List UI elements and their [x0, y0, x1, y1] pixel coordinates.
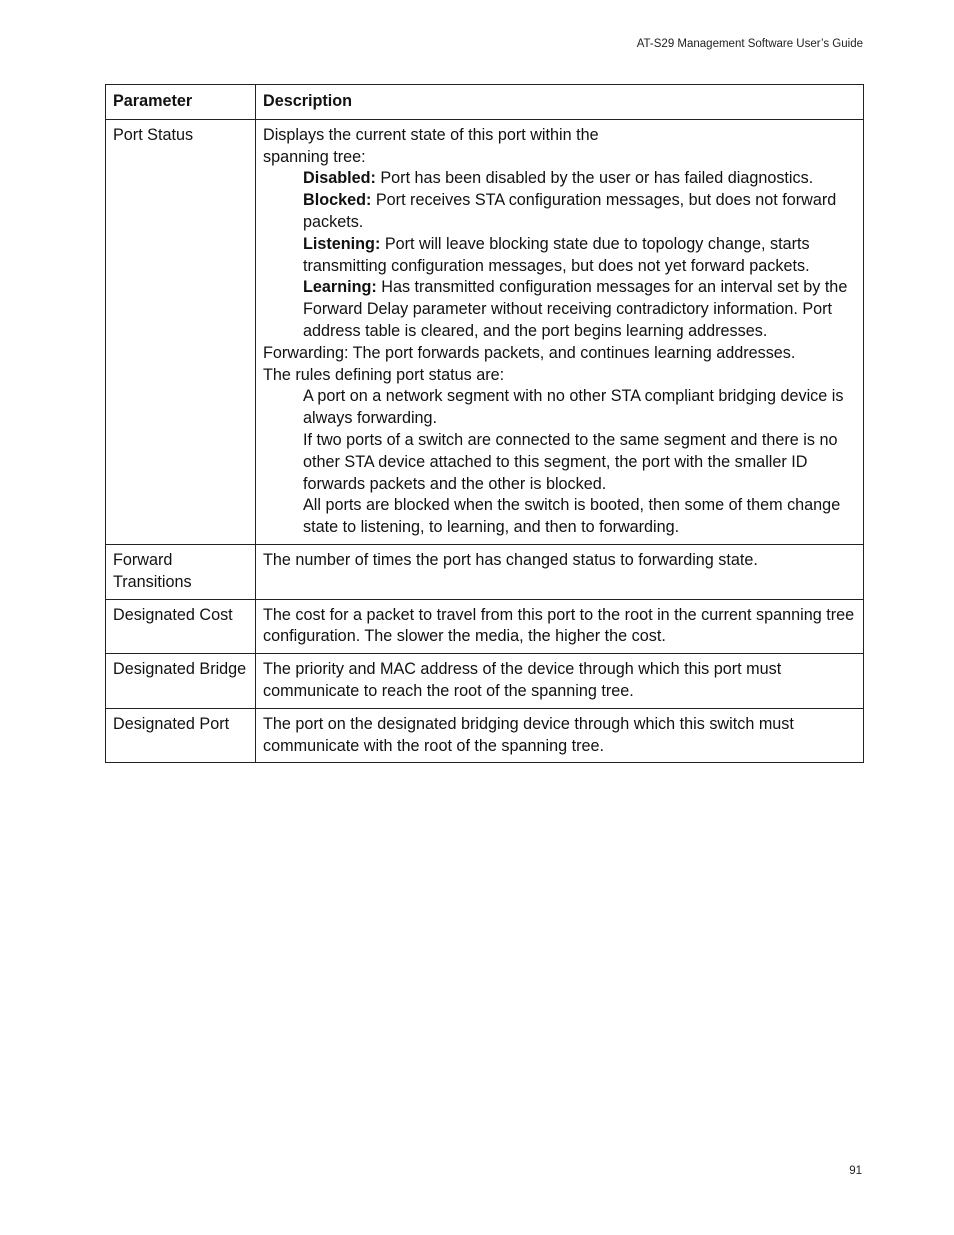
- running-header: AT-S29 Management Software User’s Guide: [636, 38, 863, 50]
- table-row-forward-transitions: [106, 544, 864, 599]
- header-parameter: Parameter: [106, 85, 256, 120]
- rule-item: All ports are blocked when the switch is booted, then some of them change state to listening, to learning, and then to forwarding.: [303, 496, 841, 537]
- port-status-intro-1: Displays the current state of this port within the: [263, 125, 599, 144]
- state-term: Disabled:: [303, 169, 376, 188]
- state-term: Listening:: [303, 234, 381, 253]
- desc-forward-transitions: The number of times the port has changed status to forwarding state.: [256, 544, 864, 599]
- desc-port-status: [256, 119, 864, 544]
- param-forward-transitions: Forward Transitions: [106, 544, 256, 599]
- desc-designated-bridge: The priority and MAC address of the device through which this port must communicate to reach the root of the spanning tree.: [256, 654, 864, 709]
- param-port-status: Port Status: [106, 119, 256, 544]
- page-number: 91: [849, 1165, 862, 1177]
- port-status-intro-2: spanning tree:: [263, 147, 366, 166]
- table-row-port-status: [106, 119, 864, 544]
- table-row-designated-cost: [106, 599, 864, 654]
- param-designated-port: Designated Port: [106, 708, 256, 763]
- param-designated-bridge: Designated Bridge: [106, 654, 256, 709]
- state-blocked: [263, 190, 856, 234]
- state-disabled: [263, 168, 856, 190]
- table-row-designated-port: [106, 708, 864, 763]
- header-description: Description: [256, 85, 864, 120]
- state-text: Port receives STA configuration messages, but does not forward packets.: [303, 191, 837, 231]
- state-text: Port has been disabled by the user or has failed diagnostics.: [375, 169, 814, 188]
- param-designated-cost: Designated Cost: [106, 599, 256, 654]
- state-term: Blocked:: [303, 191, 372, 210]
- parameter-table: [105, 84, 864, 763]
- rules-intro: The rules defining port status are:: [263, 365, 505, 384]
- forwarding-text: Forwarding: The port forwards packets, and continues learning addresses.: [263, 343, 796, 362]
- rule-item: A port on a network segment with no other STA compliant bridging device is always forwarding.: [303, 387, 844, 428]
- state-text: Port will leave blocking state due to topology change, starts transmitting configuration messages, but does not yet forward packets.: [303, 234, 810, 275]
- state-learning: [263, 277, 856, 342]
- desc-designated-cost: The cost for a packet to travel from this port to the root in the current spanning tree configuration. The slower the media, the higher the cost.: [256, 599, 864, 654]
- state-listening: [263, 234, 856, 278]
- rule-item: If two ports of a switch are connected to the same segment and there is no other STA device attached to this segment, the port with the smaller ID forwards packets and the other is blocked.: [303, 430, 838, 493]
- table-row-designated-bridge: [106, 654, 864, 709]
- state-term: Learning:: [303, 278, 377, 297]
- state-text: Has transmitted configuration messages for an interval set by the Forward Delay parameter without receiving contradictory information. Port address table is cleared, and the port begins learning addresses.: [303, 278, 848, 340]
- table-header-row: [106, 85, 864, 120]
- desc-designated-port: The port on the designated bridging device through which this switch must communicate with the root of the spanning tree.: [256, 708, 864, 763]
